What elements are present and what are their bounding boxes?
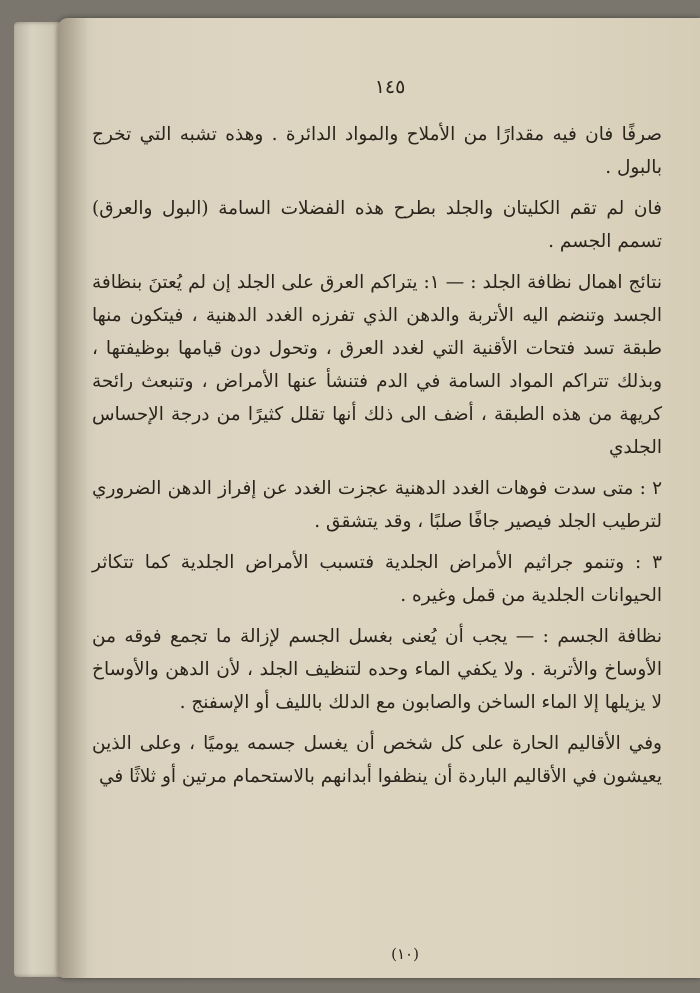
paragraph: ٣ : وتنمو جراثيم الأمراض الجلدية فتسبب الأمراض الجلدية كما تتكاثر الحيوانات الجلدية من قمل وغيره . <box>92 552 662 606</box>
paragraph: وفي الأقاليم الحارة على كل شخص أن يغسل جسمه يوميًا ، وعلى الذين يعيشون في الأقاليم الباردة أن ينظفوا أبدانهم بالاستحمام مرتين أو ثلاثًا في <box>92 733 662 787</box>
paragraph: نظافة الجسم : — يجب أن يُعنى بغسل الجسم لإزالة ما تجمع فوقه من الأوساخ والأتربة . ولا يكفي الماء وحده لتنظيف الجلد ، لأن الدهن والأوساخ لا يزيلها إلا الماء الساخن والصابون مع الدلك بالليف أو الإسفنج . <box>92 626 662 713</box>
paragraph: ٢ : متى سدت فوهات الغدد الدهنية عجزت الغدد عن إفراز الدهن الضروري لترطيب الجلد فيصير جافًا صلبًا ، وقد يتشقق . <box>92 478 662 532</box>
paragraph: صرفًا فان فيه مقدارًا من الأملاح والمواد الدائرة . وهذه تشبه التي تخرج بالبول . <box>92 124 662 178</box>
page-number: ١٤٥ <box>374 76 406 98</box>
paragraph: فان لم تقم الكليتان والجلد بطرح هذه الفضلات السامة (البول والعرق) تسمم الجسم . <box>92 198 662 252</box>
footer-mark: (١٠) <box>391 945 419 963</box>
paragraph: نتائج اهمال نظافة الجلد : — ١: يتراكم العرق على الجلد إن لم يُعتنَ بنظافة الجسد وتنضم اليه الأتربة والدهن الذي تفرزه الغدد الدهنية ، فيتكون منها طبقة تسد فتحات الأقنية التي لغدد العرق ، وتحول دون قيامها بوظيفتها ، وبذلك تتراكم المواد السامة في الدم فتنشأ عنها الأمراض ، وتنبعث رائحة كريهة من هذه الطبقة ، أضف الى ذلك أنها تقلل كثيرًا من درجة الإحساس الجلدي <box>92 272 662 458</box>
spine-shadow <box>58 18 88 978</box>
page-body <box>92 118 662 801</box>
